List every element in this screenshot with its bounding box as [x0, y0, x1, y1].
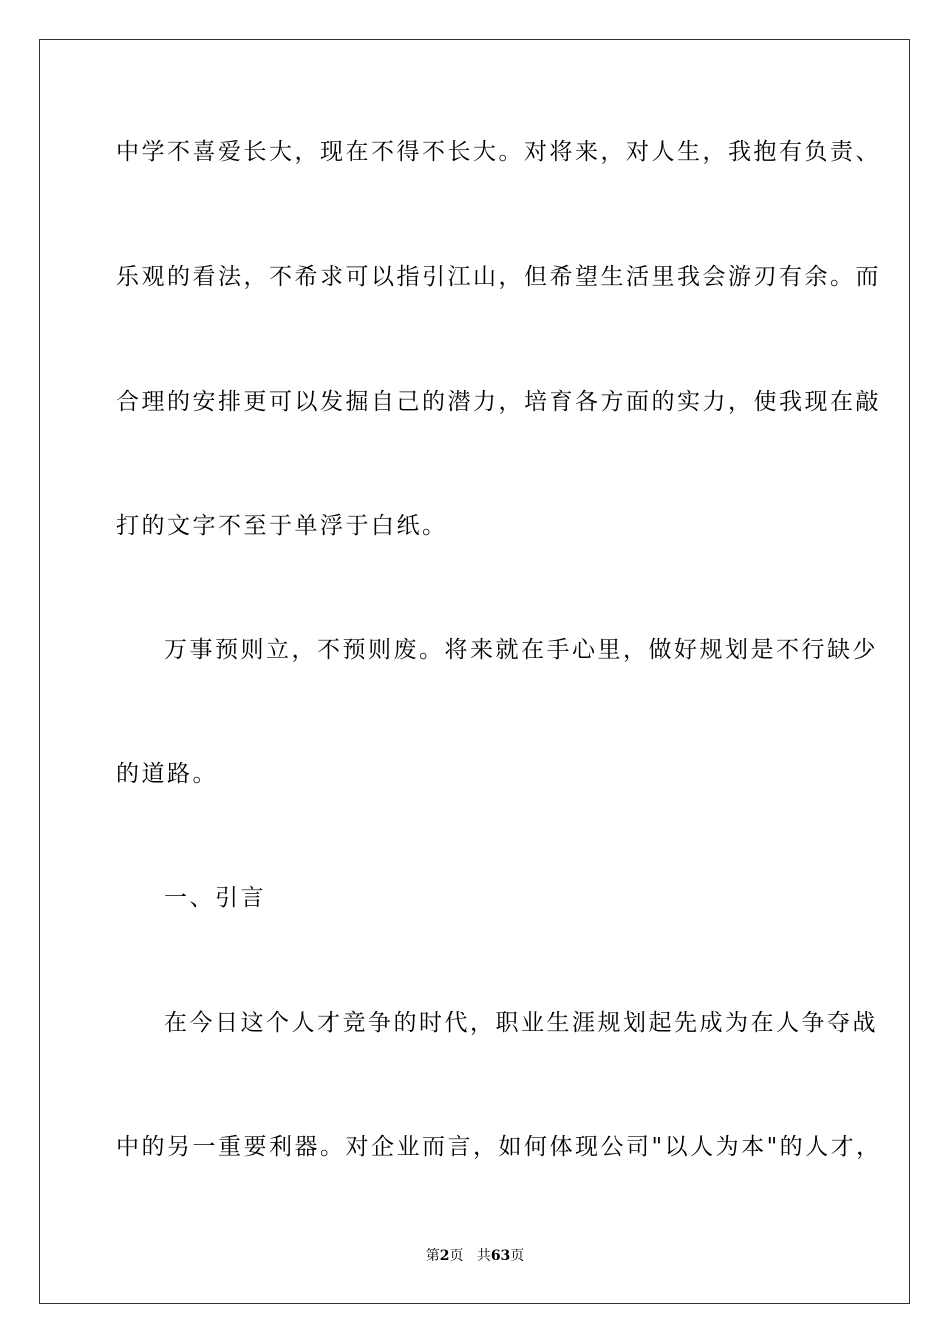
text-line-5: 万事预则立，不预则废。将来就在手心里，做好规划是不行缺少 — [164, 637, 878, 663]
footer-page-number: 2 — [439, 1248, 450, 1264]
footer-page-suffix: 页 — [449, 1248, 464, 1264]
page-border — [39, 39, 910, 1304]
section-heading: 一、引言 — [164, 885, 266, 911]
text-line-6: 的道路。 — [116, 761, 218, 787]
text-line-3: 合理的安排更可以发掘自己的潜力，培育各方面的实力，使我现在敲 — [116, 389, 881, 415]
footer-total-pages: 63 — [490, 1248, 511, 1264]
footer-page-prefix: 第 — [425, 1248, 440, 1264]
text-line-8: 中的另一重要利器。对企业而言，如何体现公司"以人为本"的人才， — [116, 1134, 882, 1160]
page-footer — [0, 1247, 950, 1265]
text-line-1: 中学不喜爱长大，现在不得不长大。对将来，对人生，我抱有负责、 — [116, 139, 881, 165]
footer-total-prefix: 共 — [476, 1248, 491, 1264]
text-line-2: 乐观的看法，不希求可以指引江山，但希望生活里我会游刃有余。而 — [116, 264, 881, 290]
text-line-4: 打的文字不至于单浮于白纸。 — [116, 513, 448, 539]
footer-total-suffix: 页 — [510, 1248, 525, 1264]
text-line-7: 在今日这个人才竞争的时代，职业生涯规划起先成为在人争夺战 — [164, 1010, 878, 1036]
